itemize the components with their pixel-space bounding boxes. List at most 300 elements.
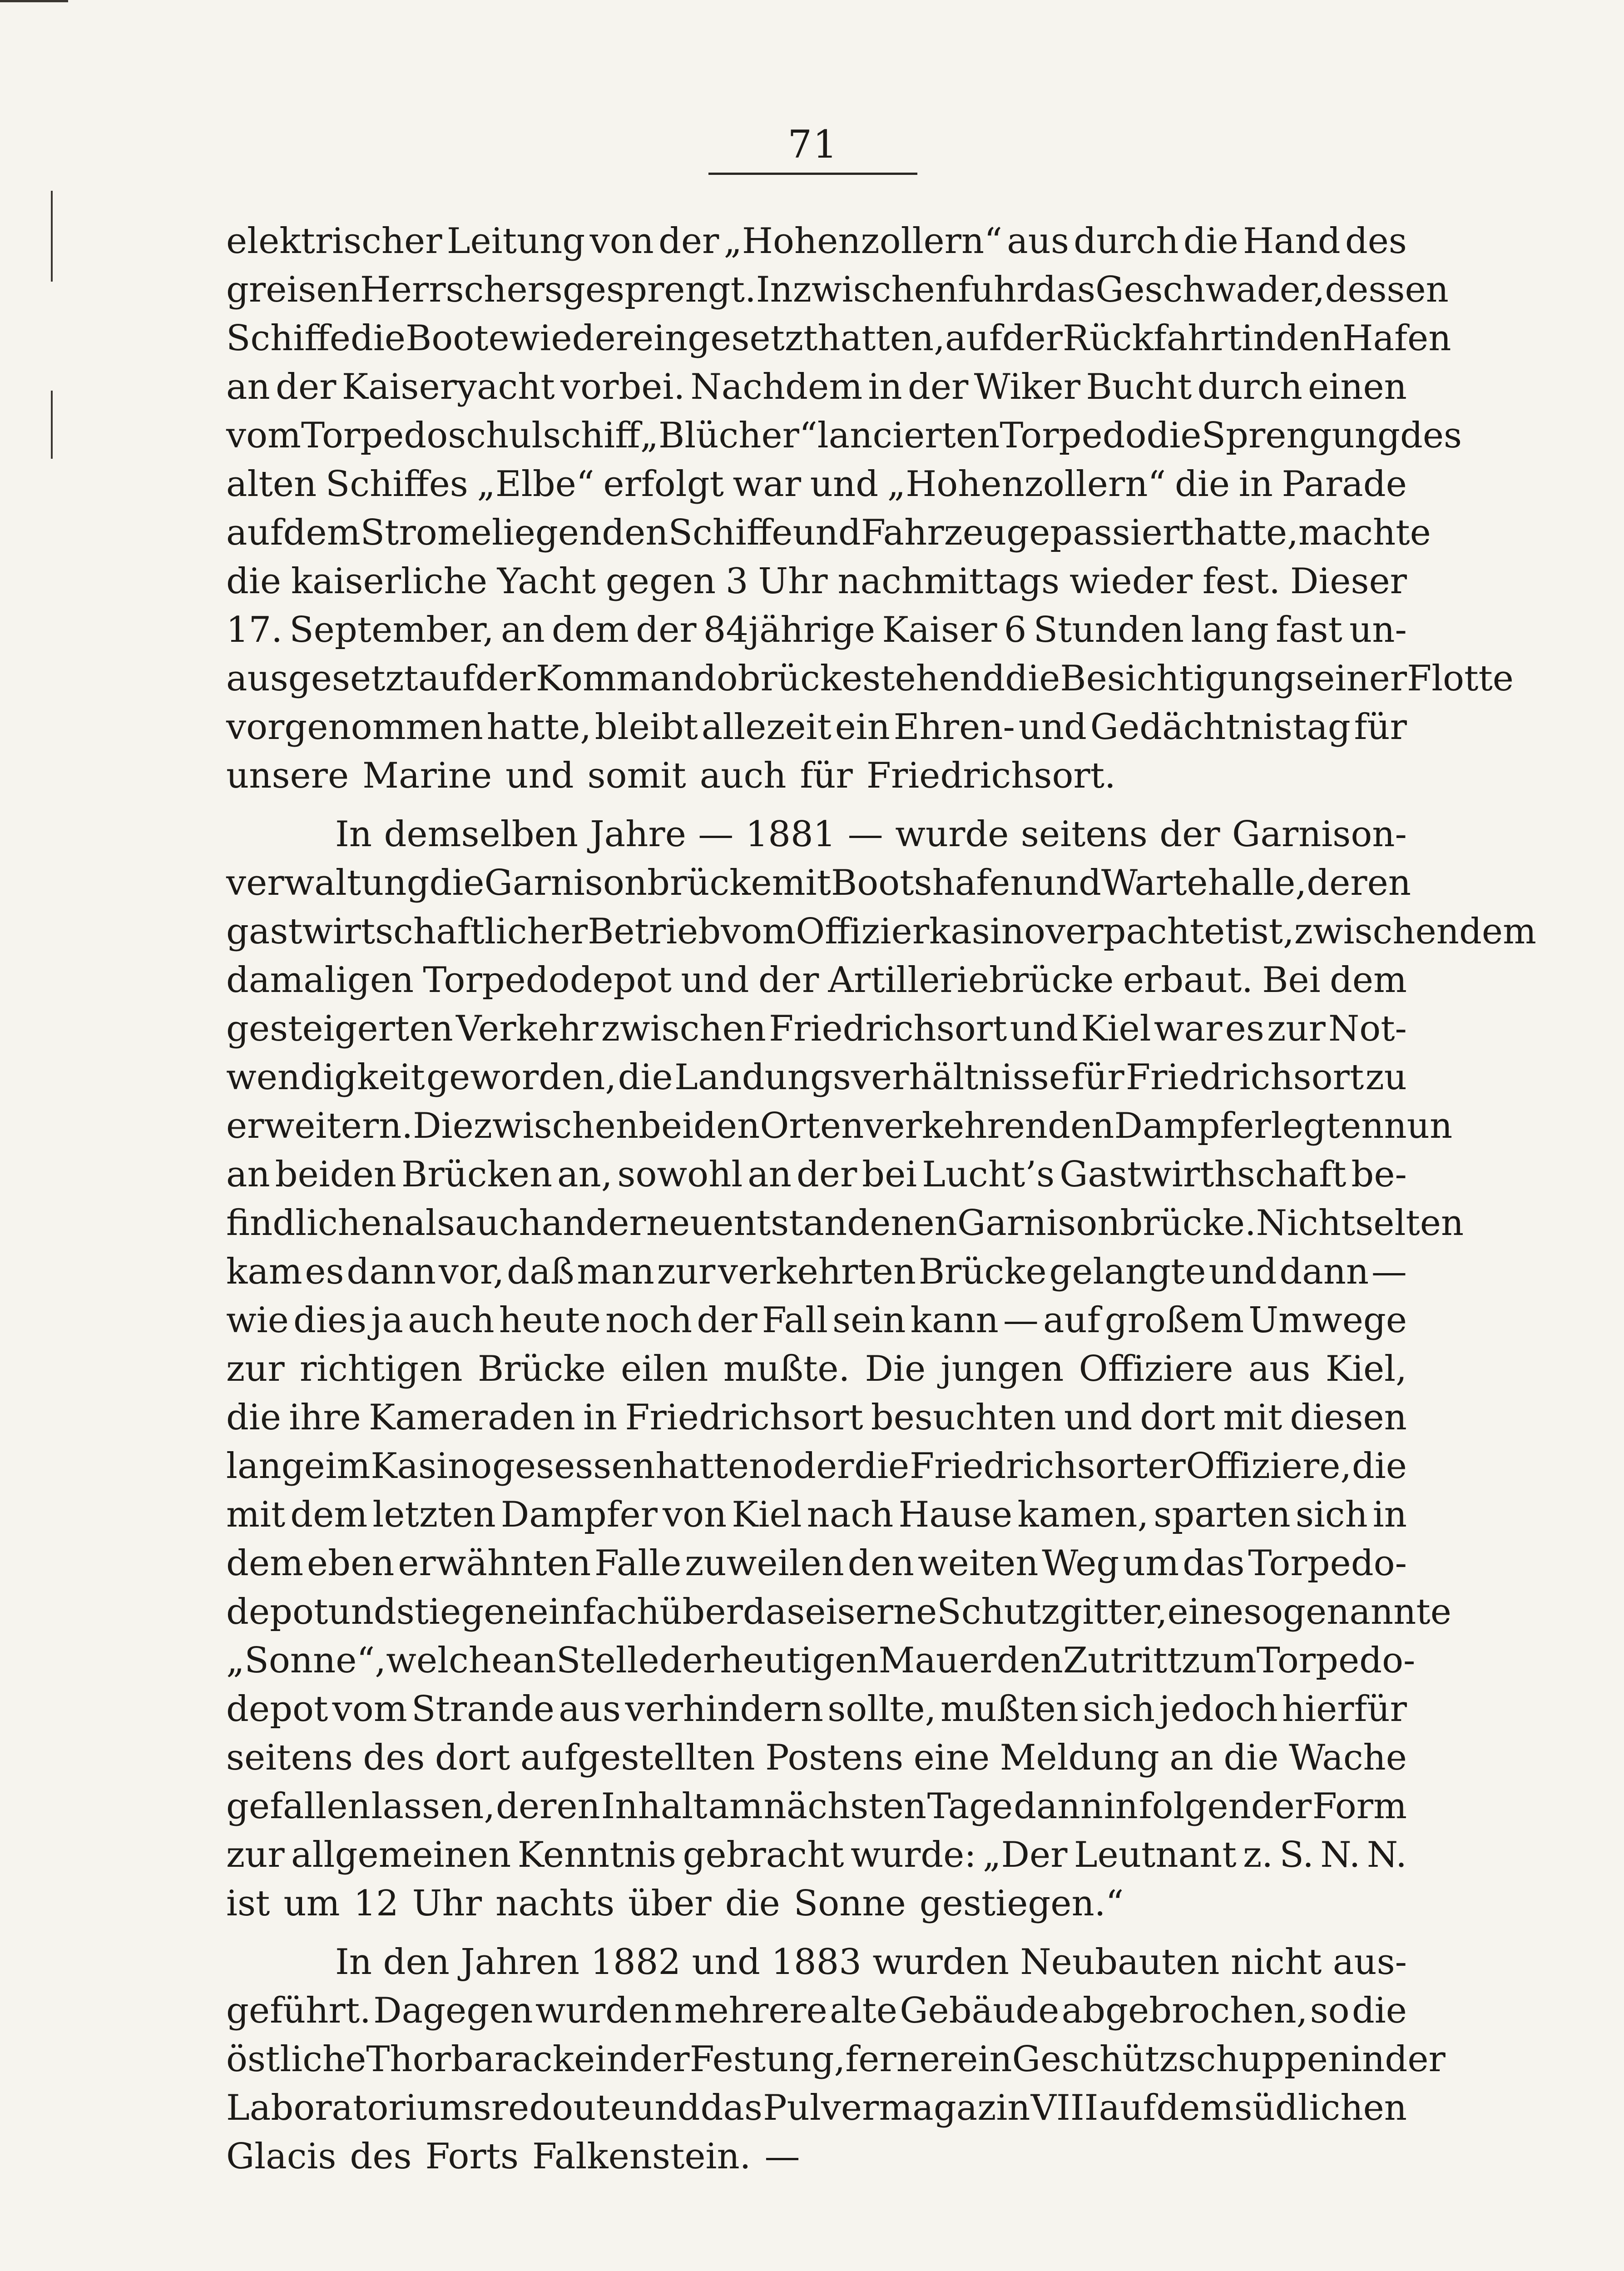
word: wurde (895, 814, 1009, 855)
word: um (1123, 1543, 1179, 1584)
word: findlichen (226, 1203, 405, 1244)
word: Flotte (1407, 658, 1514, 699)
word: Sprengung (1201, 415, 1400, 456)
scan-mark-top-left (0, 0, 68, 2)
word: Brücke (918, 1251, 1047, 1292)
word: und (631, 2088, 700, 2128)
word: der (1385, 2039, 1446, 2080)
word: lancierten (817, 415, 1000, 456)
word: vom (226, 415, 301, 456)
word: ist, (1239, 911, 1294, 952)
paragraph-3 (226, 1938, 1446, 2181)
word: auch (455, 1203, 542, 1244)
word: und (792, 512, 861, 553)
word: sein (832, 1300, 906, 1341)
word: am (708, 1786, 763, 1827)
word: sogenannte (1243, 1592, 1451, 1632)
word: Kiel (732, 1494, 802, 1535)
word: liegenden (491, 512, 668, 553)
word: Torpedo (1000, 415, 1147, 456)
word: Geschützschuppen (1012, 2039, 1351, 2080)
word: Gastwirthschaft (1060, 1154, 1347, 1195)
text-line (226, 1588, 1451, 1636)
word: dem (290, 1494, 368, 1535)
word: Ehren- (893, 707, 1015, 748)
word: besuchten (871, 1397, 1056, 1438)
word: Kiel (1081, 1008, 1151, 1049)
word: Meldung (1000, 1737, 1159, 1778)
word: Dagegen (373, 1990, 533, 2031)
word: somit (587, 755, 686, 796)
paragraph-1 (226, 217, 1514, 800)
word: Friedrichsort (769, 1008, 1007, 1049)
word: deren (1307, 863, 1411, 903)
word: fuhr (957, 269, 1034, 310)
scan-mark-left-2 (51, 391, 53, 459)
word: dessen (1325, 269, 1449, 310)
word: dem (283, 512, 361, 553)
word: Neubauten (1020, 1942, 1220, 1983)
word: alte (830, 1990, 897, 2031)
word: in (595, 2039, 629, 2080)
word: dort (1140, 1397, 1215, 1438)
word: auf (226, 512, 283, 553)
text-line (226, 314, 1451, 363)
word: das (1033, 269, 1096, 310)
word: Bootshafen (831, 863, 1033, 903)
text-line (226, 859, 1411, 907)
text-line (226, 1491, 1407, 1539)
word: und (1033, 863, 1101, 903)
word: war (733, 464, 802, 505)
word: Postens (765, 1737, 904, 1778)
word: Jahre (590, 814, 686, 855)
word: Schiffes (325, 464, 468, 505)
word: lange (226, 1446, 325, 1487)
word: über (659, 1592, 743, 1632)
word: Die (865, 1349, 926, 1389)
word: einen (1308, 367, 1407, 407)
word: mehrere (674, 1990, 827, 2031)
text-line (226, 1102, 1453, 1150)
word: z. (1243, 1835, 1273, 1875)
word: hatte, (1193, 512, 1298, 553)
word: durch (1197, 367, 1302, 407)
word: Stelle (556, 1640, 659, 1681)
word: Hafen (1342, 318, 1451, 359)
word: bleibt (594, 707, 698, 748)
word: ihre (289, 1397, 361, 1438)
word: Dampfer (1114, 1106, 1271, 1146)
word: kann (910, 1300, 999, 1341)
word: sowohl (617, 1154, 743, 1195)
word: die (854, 1446, 910, 1487)
word: Falkenstein. (532, 2136, 751, 2177)
word: Kameraden (368, 1397, 575, 1438)
text-line (226, 2035, 1446, 2084)
word: wieder (509, 318, 633, 359)
text-line (226, 752, 1407, 800)
word: unsere (226, 755, 349, 796)
word: 12 (353, 1883, 399, 1924)
word: Garnisonbrücke. (957, 1203, 1256, 1244)
word: Forts (425, 2136, 519, 2177)
word: Rückfahrt (1062, 318, 1242, 359)
word: auf (945, 318, 1002, 359)
word: und (681, 960, 749, 1001)
word: Offiziere, (1186, 1446, 1352, 1487)
word: nachmittags (837, 561, 1060, 602)
word: sich (1295, 1494, 1368, 1535)
word: den (847, 1543, 914, 1584)
word: Offizierkasino (796, 911, 1045, 952)
word: Hause (898, 1494, 1013, 1535)
word: Nicht (1256, 1203, 1356, 1244)
word: Bei (1262, 960, 1321, 1001)
word: Leutnant (1074, 1835, 1237, 1875)
word: auf (418, 658, 475, 699)
word: lang (1191, 610, 1269, 650)
word: Besichtigung (1060, 658, 1296, 699)
word: und (505, 755, 574, 796)
word: — (1371, 1251, 1407, 1292)
word: Fahrzeuge (861, 512, 1050, 553)
word: an (501, 610, 545, 650)
word: kam (226, 1251, 302, 1292)
word: Jahren (460, 1942, 580, 1983)
word: die (1223, 1737, 1279, 1778)
word: Torpedoschulschiff (301, 415, 640, 456)
word: Betrieb (588, 911, 721, 952)
word: hatten, (817, 318, 945, 359)
word: und (1018, 707, 1087, 748)
word: zu (1365, 1057, 1407, 1098)
word: welche (386, 1640, 513, 1681)
word: Sonne (793, 1883, 906, 1924)
word: Marine (362, 755, 492, 796)
word: eilen (621, 1349, 708, 1389)
text-line (226, 2132, 1407, 2181)
word: allezeit (701, 707, 832, 748)
word: erfolgt (603, 464, 724, 505)
word: 1881 (745, 814, 836, 855)
text-line (226, 509, 1431, 557)
word: südlichen (1234, 2088, 1407, 2128)
word: geführt. (226, 1990, 371, 2031)
word: sich (1083, 1689, 1155, 1730)
word: Strome (360, 512, 492, 553)
word: weiten (917, 1543, 1039, 1584)
word: greisen (226, 269, 360, 310)
word: für (800, 755, 853, 796)
word: In (335, 814, 372, 855)
word: Orten (760, 1106, 864, 1146)
word: vom (332, 1689, 407, 1730)
word: legten (1271, 1106, 1384, 1146)
word: 1882 (590, 1942, 681, 1983)
word: heute (499, 1300, 601, 1341)
word: nicht (1230, 1942, 1322, 1983)
word: Nachdem (690, 367, 863, 407)
word: in (1242, 318, 1276, 359)
text-line (226, 1782, 1407, 1831)
word: eiserne (805, 1592, 937, 1632)
word: hatte, (486, 707, 592, 748)
word: die (1174, 464, 1230, 505)
word: die (1352, 1446, 1407, 1487)
word: Bucht (1086, 367, 1192, 407)
word: Kasino (371, 1446, 492, 1487)
word: elektrischer (226, 221, 442, 262)
word: 84jährige (703, 610, 876, 650)
word: „Hohenzollern“ (723, 221, 1003, 262)
word: zur (226, 1835, 285, 1875)
word: der (629, 2039, 690, 2080)
word: Laboratoriumsredoute (226, 2088, 631, 2128)
text-line (226, 1734, 1407, 1782)
word: Stunden (1033, 610, 1184, 650)
word: Festung, (689, 2039, 846, 2080)
word: hierfür (1282, 1689, 1407, 1730)
word: nachts (495, 1883, 615, 1924)
word: Herrschers (360, 269, 563, 310)
word: Geschwader, (1095, 269, 1325, 310)
word: Zutritt (1063, 1640, 1182, 1681)
word: einfach (527, 1592, 660, 1632)
text-line (226, 460, 1407, 509)
word: verpachtet (1045, 911, 1239, 952)
word: Kaiser (882, 610, 997, 650)
word: Wache (1288, 1737, 1407, 1778)
word: aus (1248, 1349, 1311, 1389)
word: seiner (1296, 658, 1407, 699)
word: Dieser (1290, 561, 1407, 602)
text-line (226, 1636, 1416, 1685)
word: das (1183, 1543, 1245, 1584)
word: Torpedodepot (423, 960, 672, 1001)
word: 6 (1004, 610, 1027, 650)
word: stiegen (396, 1592, 528, 1632)
word: Uhr (758, 561, 828, 602)
word: der (276, 367, 337, 407)
word: zwischen (601, 1008, 766, 1049)
word: Umwege (1248, 1300, 1407, 1341)
word: Form (1312, 1786, 1407, 1827)
word: beiden (638, 1106, 760, 1146)
word: N. (1367, 1835, 1407, 1875)
word: eben (307, 1543, 395, 1584)
word: zur (226, 1349, 285, 1389)
word: und (1010, 1008, 1079, 1049)
word: auch (699, 755, 787, 796)
word: Friedrichsorter (909, 1446, 1186, 1487)
word: der (697, 1300, 758, 1341)
word: Garnisonbrücke (484, 863, 772, 903)
word: in (868, 367, 902, 407)
word: Yacht (497, 561, 596, 602)
word: „Der (983, 1835, 1068, 1875)
text-line (226, 412, 1462, 460)
word: die (429, 863, 485, 903)
word: 3 (725, 561, 748, 602)
word: passiert (1050, 512, 1194, 553)
word: dann (1279, 1251, 1369, 1292)
word: den (383, 1942, 450, 1983)
word: über (628, 1883, 712, 1924)
word: die (1005, 658, 1060, 699)
word: der (907, 367, 969, 407)
word: der (758, 960, 819, 1001)
paragraph-2 (226, 810, 1537, 1928)
word: Falle (594, 1543, 682, 1584)
word: Friedrichsort. (866, 755, 1116, 796)
word: Hand (1243, 221, 1341, 262)
word: zur (1267, 1008, 1326, 1049)
word: in (583, 1397, 618, 1438)
word: S. (1279, 1835, 1314, 1875)
word: Thorbaracke (366, 2039, 595, 2080)
word: jungen (941, 1349, 1064, 1389)
word: un- (1349, 610, 1407, 650)
word: mit (1223, 1397, 1282, 1438)
word: Uhr (412, 1883, 482, 1924)
body-text (226, 217, 1537, 2181)
word: dem (1156, 2088, 1234, 2128)
word: die (226, 1397, 282, 1438)
text-line (226, 2084, 1407, 2132)
word: durch (1074, 221, 1179, 262)
word: demselben (384, 814, 578, 855)
word: vorgenommen (226, 707, 483, 748)
word: gefallen (226, 1786, 371, 1827)
word: dem (226, 1543, 304, 1584)
word: wurden (872, 1942, 1009, 1983)
text-line (226, 1539, 1407, 1588)
word: und (1064, 1397, 1133, 1438)
word: des (363, 1737, 425, 1778)
word: vom (721, 911, 796, 952)
word: neu (646, 1203, 713, 1244)
word: Inhalt (601, 1786, 708, 1827)
word: September, (289, 610, 494, 650)
word: Artilleriebrücke (828, 960, 1114, 1001)
word: Kiel, (1325, 1349, 1407, 1389)
word: verkehrenden (864, 1106, 1114, 1146)
word: vorbei. (560, 367, 685, 407)
word: VIII (1030, 2088, 1099, 2128)
text-line (226, 1393, 1407, 1442)
word: dort (435, 1737, 510, 1778)
word: der (1159, 814, 1220, 855)
word: wendigkeit (226, 1057, 425, 1098)
word: Boote (405, 318, 510, 359)
word: und (1208, 1251, 1277, 1292)
word: 17. (226, 610, 283, 650)
word: an (1169, 1737, 1214, 1778)
text-line (226, 907, 1537, 956)
word: fast (1276, 610, 1342, 650)
word: hatten (655, 1446, 772, 1487)
text-line (226, 606, 1407, 655)
word: nach (807, 1494, 894, 1535)
word: verhindern (625, 1689, 823, 1730)
word: man (577, 1251, 654, 1292)
word: vor, (438, 1251, 505, 1292)
word: die (1352, 1990, 1407, 2031)
word: richtigen (299, 1349, 463, 1389)
word: dem (1459, 911, 1537, 952)
word: Glacis (226, 2136, 337, 2177)
word: es (1225, 1008, 1264, 1049)
word: seitens (1020, 814, 1148, 855)
word: beiden (275, 1154, 397, 1195)
word: Brücke (477, 1349, 606, 1389)
word: deren (495, 1786, 600, 1827)
word: depot (226, 1689, 328, 1730)
word: östliche (226, 2039, 366, 2080)
word: der (636, 610, 697, 650)
word: Brücken (401, 1154, 553, 1195)
word: und (692, 1942, 760, 1983)
word: der (659, 1640, 720, 1681)
word: um (283, 1883, 340, 1924)
word: machte (1298, 512, 1431, 553)
text-line (226, 956, 1407, 1005)
word: aus (559, 1689, 621, 1730)
word: die (725, 1883, 780, 1924)
word: seitens (226, 1737, 353, 1778)
word: des (1400, 415, 1462, 456)
word: oder (772, 1446, 854, 1487)
word: Torpedo- (1256, 1640, 1416, 1681)
word: in (1351, 2039, 1385, 2080)
word: dem (551, 610, 629, 650)
word: die (1146, 415, 1202, 456)
word: lassen, (371, 1786, 495, 1827)
word: in (1238, 464, 1273, 505)
word: Verkehr (456, 1008, 599, 1049)
word: Wiker (974, 367, 1081, 407)
word: war (1154, 1008, 1223, 1049)
word: an, (557, 1154, 613, 1195)
word: dies (293, 1300, 367, 1341)
text-line (226, 1879, 1407, 1928)
word: der (1002, 318, 1063, 359)
text-line (226, 1442, 1407, 1491)
word: — (847, 814, 883, 855)
paragraph-gap (226, 800, 1407, 810)
word: fest. (1202, 561, 1281, 602)
word: Kommandobrücke (535, 658, 863, 699)
word: „Sonne“, (226, 1640, 386, 1681)
word: „Hohenzollern“ (887, 464, 1166, 505)
word: von (663, 1494, 727, 1535)
word: diesen (1290, 1397, 1407, 1438)
word: sparten (1154, 1494, 1291, 1535)
word: N. (1320, 1835, 1361, 1875)
word: für (1071, 1057, 1124, 1098)
word: gesprengt. (562, 269, 756, 310)
word: auch (407, 1300, 495, 1341)
word: daß (507, 1251, 574, 1292)
word: gestiegen.“ (919, 1883, 1124, 1924)
word: zwischen (473, 1106, 639, 1146)
word: Gedächtnistag (1090, 707, 1351, 748)
text-line (226, 1345, 1407, 1393)
word: aus (1007, 221, 1069, 262)
word: — (1003, 1300, 1039, 1341)
word: der (796, 1154, 857, 1195)
